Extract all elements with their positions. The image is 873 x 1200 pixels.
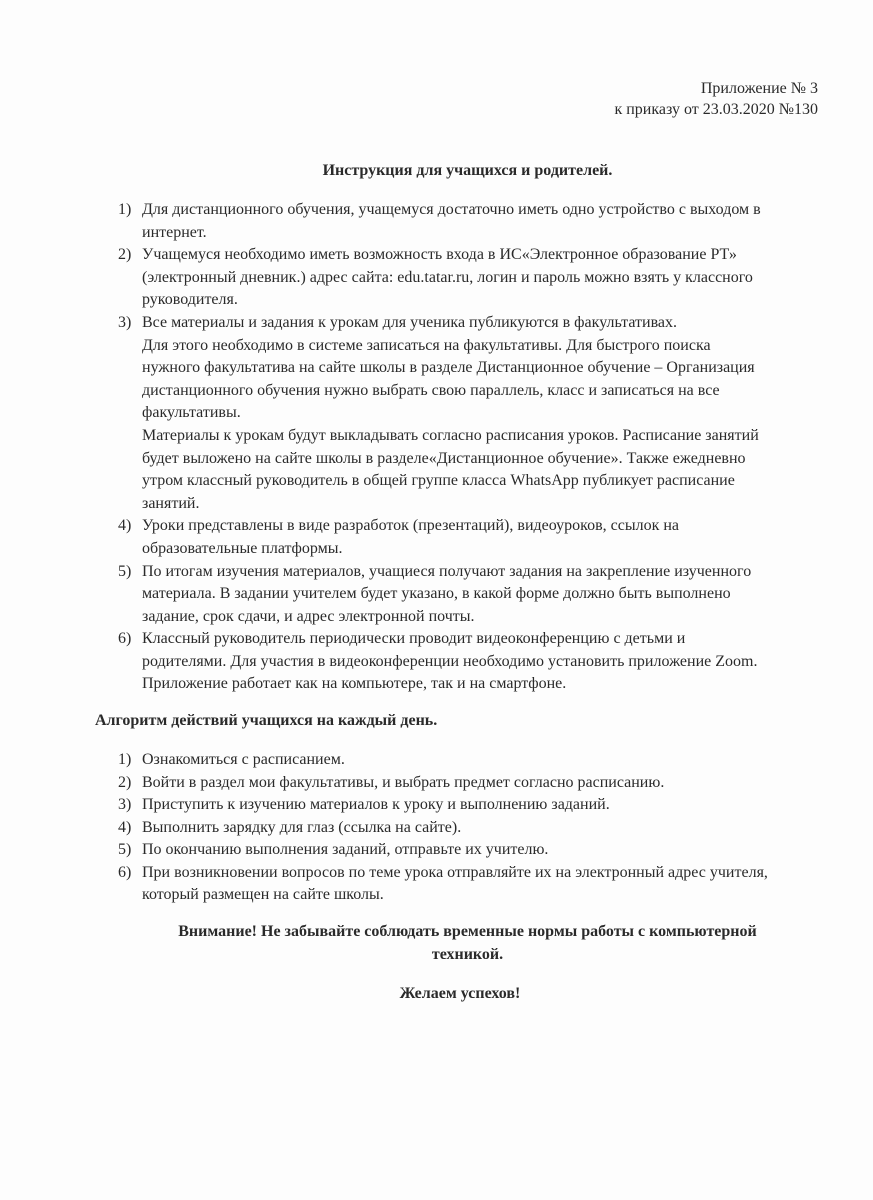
list-item: [118, 515, 838, 560]
instructions-list: [118, 199, 838, 696]
closing-wish: Желаем успехов!: [399, 985, 521, 1002]
item-text-line: Ознакомиться с расписанием.: [142, 751, 345, 768]
item-text-line: родителями. Для участия в видеоконференции необходимо установить приложение Zoom.: [142, 652, 758, 670]
item-number: 6): [118, 863, 132, 881]
item-text-line: интернет.: [142, 223, 207, 241]
item-text-line: занятий.: [142, 494, 200, 512]
item-text-line: утром классный руководитель в общей группе класса WhatsApp публикует расписание: [142, 472, 735, 490]
item-number: 4): [118, 517, 132, 535]
item-text-line: задание, срок сдачи, и адрес электронной почты.: [142, 607, 475, 625]
item-text-line: Все материалы и задания к урокам для ученика публикуются в факультативах.: [142, 313, 678, 331]
order-reference: к приказу от 23.03.2020 №130: [614, 101, 818, 118]
list-item: [118, 862, 838, 907]
warning-note: [0, 920, 873, 966]
item-text-line: (электронный дневник.) адрес сайта: edu.tatar.ru, логин и пароль можно взять у классного: [142, 268, 753, 286]
list-item: [118, 817, 838, 840]
item-text-line: Выполнить зарядку для глаз (ссылка на сайте).: [142, 818, 462, 836]
appendix-header: [614, 78, 818, 120]
algorithm-list: [118, 749, 838, 907]
item-number: 3): [118, 796, 132, 813]
list-item: [118, 561, 838, 629]
item-number: 5): [118, 562, 132, 580]
item-number: 3): [118, 313, 132, 331]
list-item: [118, 794, 838, 817]
list-item: [118, 199, 838, 244]
item-text-line: образовательные платформы.: [142, 539, 343, 557]
item-text-line: По итогам изучения материалов, учащиеся получают задания на закрепление изученного: [142, 562, 752, 580]
item-number: 2): [118, 773, 132, 791]
list-item: [118, 312, 838, 515]
item-text-line: Учащемуся необходимо иметь возможность входа в ИС«Электронное образование РТ»: [142, 246, 737, 264]
item-number: 6): [118, 630, 132, 648]
item-number: 1): [118, 201, 132, 218]
item-number: 5): [118, 841, 132, 858]
warning-line: Внимание! Не забывайте соблюдать временные нормы работы с компьютерной: [178, 923, 757, 940]
item-text-line: Уроки представлены в виде разработок (презентаций), видеоуроков, ссылок на: [142, 517, 680, 535]
item-text-line: будет выложено на сайте школы в разделе«Дистанционное обучение». Также ежедневно: [142, 449, 746, 467]
item-text-line: нужного факультатива на сайте школы в разделе Дистанционное обучение – Организация: [142, 359, 755, 377]
item-text-line: При возникновении вопросов по теме урока отправляйте их на электронный адрес учителя,: [142, 863, 768, 881]
item-text-line: который размещен на сайте школы.: [142, 886, 384, 903]
item-text-line: Войти в раздел мои факультативы, и выбрать предмет согласно расписанию.: [142, 773, 665, 791]
item-text-line: Для дистанционного обучения, учащемуся достаточно иметь одно устройство с выходом в: [142, 201, 761, 218]
item-number: 2): [118, 246, 132, 264]
warning-line: техникой.: [431, 946, 504, 963]
item-text-line: руководителя.: [142, 291, 238, 309]
item-text-line: Классный руководитель периодически проводит видеоконференцию с детьми и: [142, 630, 686, 648]
list-item: [118, 628, 838, 696]
item-text-line: По окончанию выполнения заданий, отправьте их учителю.: [142, 841, 549, 858]
item-text-line: Приступить к изучению материалов к уроку и выполнению заданий.: [142, 796, 610, 813]
list-item: [118, 772, 838, 795]
item-text-line: Для этого необходимо в системе записаться на факультативы. Для быстрого поиска: [142, 336, 711, 354]
item-text-line: Материалы к урокам будут выкладывать согласно расписания уроков. Расписание занятий: [142, 426, 759, 444]
appendix-number: Приложение № 3: [700, 80, 818, 97]
item-text-line: Приложение работает как на компьютере, так и на смартфоне.: [142, 675, 567, 693]
algorithm-heading: Алгоритм действий учащихся на каждый день.: [95, 712, 438, 729]
list-item: [118, 839, 838, 862]
item-number: 1): [118, 751, 132, 768]
document-title: Инструкция для учащихся и родителей.: [322, 162, 613, 179]
list-item: [118, 749, 838, 772]
item-text-line: материала. В задании учителем будет указано, в какой форме должно быть выполнено: [142, 585, 731, 603]
item-number: 4): [118, 818, 132, 836]
list-item: [118, 244, 838, 312]
item-text-line: факультативы.: [142, 404, 241, 422]
item-text-line: дистанционного обучения нужно выбрать свою параллель, класс и записаться на все: [142, 381, 720, 399]
